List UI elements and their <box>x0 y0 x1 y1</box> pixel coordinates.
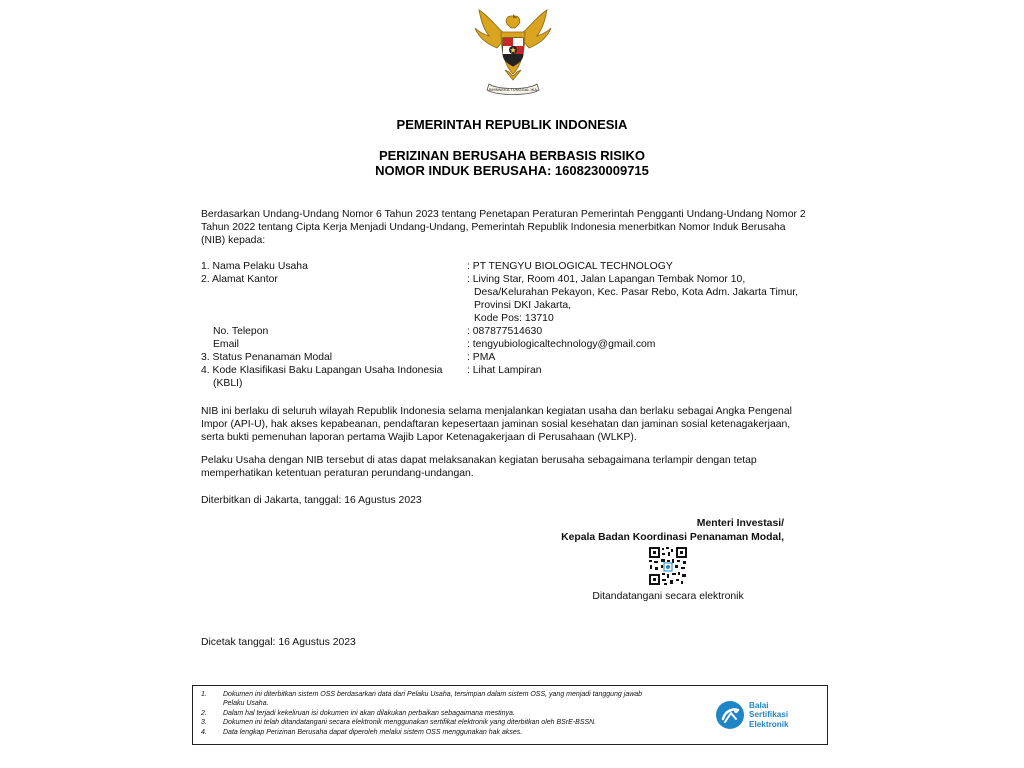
printed-date: Dicetak tanggal: 16 Agustus 2023 <box>201 637 356 648</box>
name-value: : PT TENGYU BIOLOGICAL TECHNOLOGY <box>467 261 673 272</box>
footer-notes-box <box>192 685 828 745</box>
paragraph-line: Pelaku Usaha dengan NIB tersebut di atas dapat melaksanakan kegiatan berusaha sebagaimana terlampir dengan tetap <box>201 455 757 466</box>
intro-paragraph <box>201 208 826 247</box>
electronic-signature-note: Ditandatangani secara elektronik <box>592 591 744 602</box>
intro-line: Berdasarkan Undang-Undang Nomor 6 Tahun 2023 tentang Penetapan Peraturan Pemerintah Pengganti Undang-Undang Nomor 2 <box>201 209 806 220</box>
footer-note-number: 3. <box>201 719 207 727</box>
business-paragraph <box>201 454 826 480</box>
address-label: 2. Alamat Kantor <box>201 274 278 285</box>
name-label: 1. Nama Pelaku Usaha <box>201 261 308 272</box>
emblem-motto-text: BHINNEKA TUNGGAL IKA <box>488 87 538 92</box>
government-title: PEMERINTAH REPUBLIK INDONESIA <box>396 117 628 132</box>
intro-line: (NIB) kepada: <box>201 235 266 246</box>
nib-number: NOMOR INDUK BERUSAHA: 1608230009715 <box>375 163 649 178</box>
footer-note-number: 1. <box>201 691 207 698</box>
address-line: Kode Pos: 13710 <box>474 313 554 324</box>
investment-status-value: : PMA <box>467 352 496 363</box>
email-value: : tengyubiologicaltechnology@gmail.com <box>467 339 656 350</box>
qr-code-icon <box>648 546 688 586</box>
intro-line: Tahun 2022 tentang Cipta Kerja Menjadi Undang-Undang, Pemerintah Republik Indonesia menerbitkan Nomor Induk Berusaha <box>201 222 786 233</box>
investment-status-label: 3. Status Penanaman Modal <box>201 352 333 363</box>
address-line: Desa/Kelurahan Pekayon, Kec. Pasar Rebo, Kota Adm. Jakarta Timur, <box>474 287 799 298</box>
bsre-logo <box>715 700 789 730</box>
phone-label: No. Telepon <box>213 326 269 337</box>
email-label: Email <box>213 339 239 350</box>
kbli-label: 4. Kode Klasifikasi Baku Lapangan Usaha Indonesia <box>201 365 443 376</box>
kbli-value: : Lihat Lampiran <box>467 365 542 376</box>
footer-note <box>201 728 701 737</box>
paragraph-line: NIB ini berlaku di seluruh wilayah Republik Indonesia selama menjalankan kegiatan usaha dan berlaku sebagai Angka Pengenal <box>201 406 792 417</box>
document-title: PERIZINAN BERUSAHA BERBASIS RISIKO <box>378 148 646 163</box>
signatory-office: Kepala Badan Koordinasi Penanaman Modal, <box>561 532 784 543</box>
footer-notes-list <box>201 690 701 737</box>
address-line: : Living Star, Room 401, Jalan Lapangan Tembak Nomor 10, <box>467 274 746 285</box>
footer-note-text: Dokumen ini diterbitkan sistem OSS berdasarkan data dari Pelaku Usaha, tersimpan dalam sistem OSS, yang menjadi tanggung jawab Pelaku Usaha. <box>223 691 643 708</box>
validity-paragraph <box>201 405 826 444</box>
footer-note-text: Dalam hal terjadi kekeliruan isi dokumen ini akan dilakukan perbaikan sebagaimana mestinya. <box>223 709 515 717</box>
issued-date: Diterbitkan di Jakarta, tanggal: 16 Agustus 2023 <box>201 495 422 506</box>
footer-note <box>201 709 701 718</box>
kbli-label-cont: (KBLI) <box>213 378 243 389</box>
bsre-logo-icon <box>715 700 745 730</box>
bsre-logo-text: Balai Sertifikasi Elektronik <box>749 700 789 729</box>
footer-note-number: 2. <box>201 709 207 717</box>
phone-value: : 087877514630 <box>467 326 543 337</box>
paragraph-line: Impor (API-U), hak akses kepabeanan, pendaftaran kepesertaan jaminan sosial kesehatan dan jaminan sosial ketenagakerjaan, <box>201 419 791 430</box>
footer-note <box>201 718 701 727</box>
footer-note <box>201 690 701 709</box>
address-value <box>467 273 827 325</box>
garuda-emblem-icon <box>467 6 559 98</box>
paragraph-line: serta bukti pemenuhan laporan pertama Wajib Lapor Ketenagakerjaan di Perusahaan (WLKP). <box>201 432 637 443</box>
footer-note-text: Dokumen ini telah ditandatangani secara elektronik menggunakan sertifikat elektronik yang diterbitkan oleh BSrE-BSSN. <box>223 719 597 727</box>
footer-note-number: 4. <box>201 728 207 736</box>
signatory-title: Menteri Investasi/ <box>696 518 784 529</box>
paragraph-line: memperhatikan ketentuan peraturan perundang-undangan. <box>201 468 474 479</box>
address-line: Provinsi DKI Jakarta, <box>474 300 572 311</box>
footer-note-text: Data lengkap Perizinan Berusaha dapat diperoleh melalui sistem OSS menggunakan hak akses. <box>223 728 523 736</box>
